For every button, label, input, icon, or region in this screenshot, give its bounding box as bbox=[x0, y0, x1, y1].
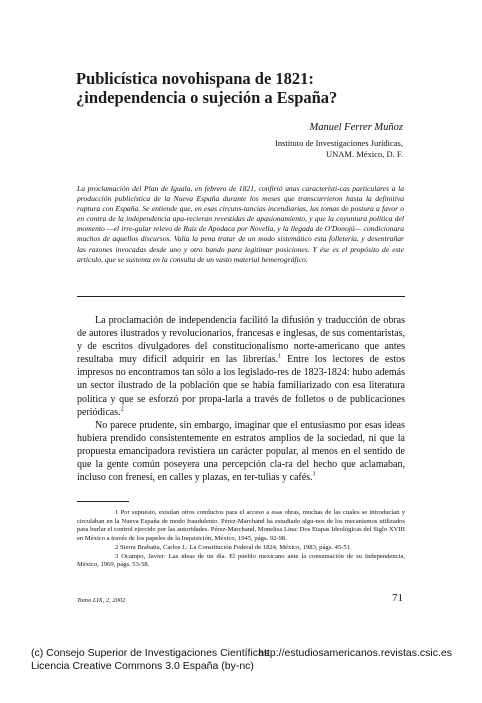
title-line-2: ¿independencia o sujeción a España? bbox=[76, 88, 338, 107]
license-notice bbox=[31, 647, 269, 673]
article-title bbox=[76, 69, 416, 107]
footnote-ref-3: 3 bbox=[312, 471, 316, 478]
journal-url-link[interactable]: http://estudiosamericanos.revistas.csic.es bbox=[258, 647, 452, 659]
body-paragraph-2-text: No parece prudente, sin embargo, imaginar que el entusiasmo por esas ideas hubiera prendido consistentemente en estratos amplios de la sociedad, ni que la propuesta emancipadora revistiera un carácter popular, al menos en el sentido de que la gente común poseyera una percepción cla-ra del hecho que aclamaban, incluso con frenesí, en calles y plazas, en ter-tulias y cafés. bbox=[77, 419, 405, 484]
footnote-ref-2: 2 bbox=[120, 406, 124, 413]
footnote-divider bbox=[77, 501, 129, 502]
author-name: Manuel Ferrer Muñoz bbox=[309, 122, 403, 133]
body-paragraph-1 bbox=[77, 314, 405, 419]
footnote-3: 3 Ocampo, Javier: Las ideas de un día. El pueblo mexicano ante la consumación de su Independencia, México, 1969, págs. 53-58. bbox=[77, 552, 405, 569]
footnote-1: 1 Por supuesto, existían otros conductos para el acceso a esas obras, muchas de las cuales se introducían y circulaban en la Nueva España de modo fraudulento. Pérez-Marchand ha estudiado algu-nos de los mecanismos utilizados para burlar el control ejercido por las autoridades. Pérez-Marchand, Monelisa Lina: Dos Etapas Ideológicas del Siglo XVIII en México a través de los papeles de la Inquisición, México, 1945, págs. 92-98. bbox=[77, 509, 405, 543]
body-paragraph-1-text: La proclamación de independencia facilitó la difusión y traducción de obras de autores ilustrados y revolucionarios, francesas e inglesas, de sus comentaristas, y de escritos divulgadores del constitucionalismo norte-americano que antes resultaba muy difícil adquirir en las librerías. bbox=[77, 315, 405, 366]
license-line-2: Licencia Creative Commons 3.0 España (by-nc) bbox=[31, 660, 254, 672]
footnote-2: 2 Sierra Brabatta, Carlos J.: La Constitución Federal de 1824, México, 1983, págs. 45-51. bbox=[115, 543, 352, 551]
abstract-divider bbox=[77, 296, 405, 297]
page-number: 71 bbox=[392, 592, 403, 604]
body-paragraph-1-text-cont: Entre los lectores de estos impresos no encontramos tan sólo a los legislado-res de 1823-1824: hubo además un sector ilustrado de la población que se había familiarizado con esa literatura política y que se esforzó por propa-larla a través de folletos o de publicaciones periódicas. bbox=[77, 354, 405, 418]
author-affiliation bbox=[275, 138, 403, 160]
journal-volume: Tomo LIX, 2, 2002 bbox=[77, 597, 126, 604]
title-line-1: Publicística novohispana de 1821: bbox=[76, 69, 314, 88]
body-paragraph-2 bbox=[77, 419, 405, 484]
main-body bbox=[77, 314, 405, 484]
footnotes bbox=[77, 509, 405, 570]
footnote-ref-1: 1 bbox=[278, 353, 282, 360]
affiliation-line-1: Instituto de Investigaciones Jurídicas, bbox=[275, 138, 403, 148]
abstract: La proclamación del Plan de Iguala, en febrero de 1821, confirió unas característi-cas particulares a la producción publicística de la Nueva España durante los meses que transcurrieron hasta la definitiva ruptura con España. Se entiende que, en esas circuns-tancias incendiarias, las tomas de postura a favor o en contra de la independencia apa-recieran revestidas de apasionamiento, y que la coyuntura política del momento —el irre-gular relevo de Ruiz de Apodaca por Novella, y la llegada de O'Donojú— condicionara muchos de aquellos discursos. Valía la pena tratar de un modo sistemático esta folletería, y desentrañar las razones invocadas desde uno y otro bando para legitimar posiciones. Y ése es el propósito de este artículo, que se sustenta en la consulta de un vasto material hemerográfico. bbox=[77, 184, 404, 264]
affiliation-line-2: UNAM. México, D. F. bbox=[326, 149, 403, 159]
license-line-1: (c) Consejo Superior de Investigaciones Científicas bbox=[31, 647, 270, 659]
